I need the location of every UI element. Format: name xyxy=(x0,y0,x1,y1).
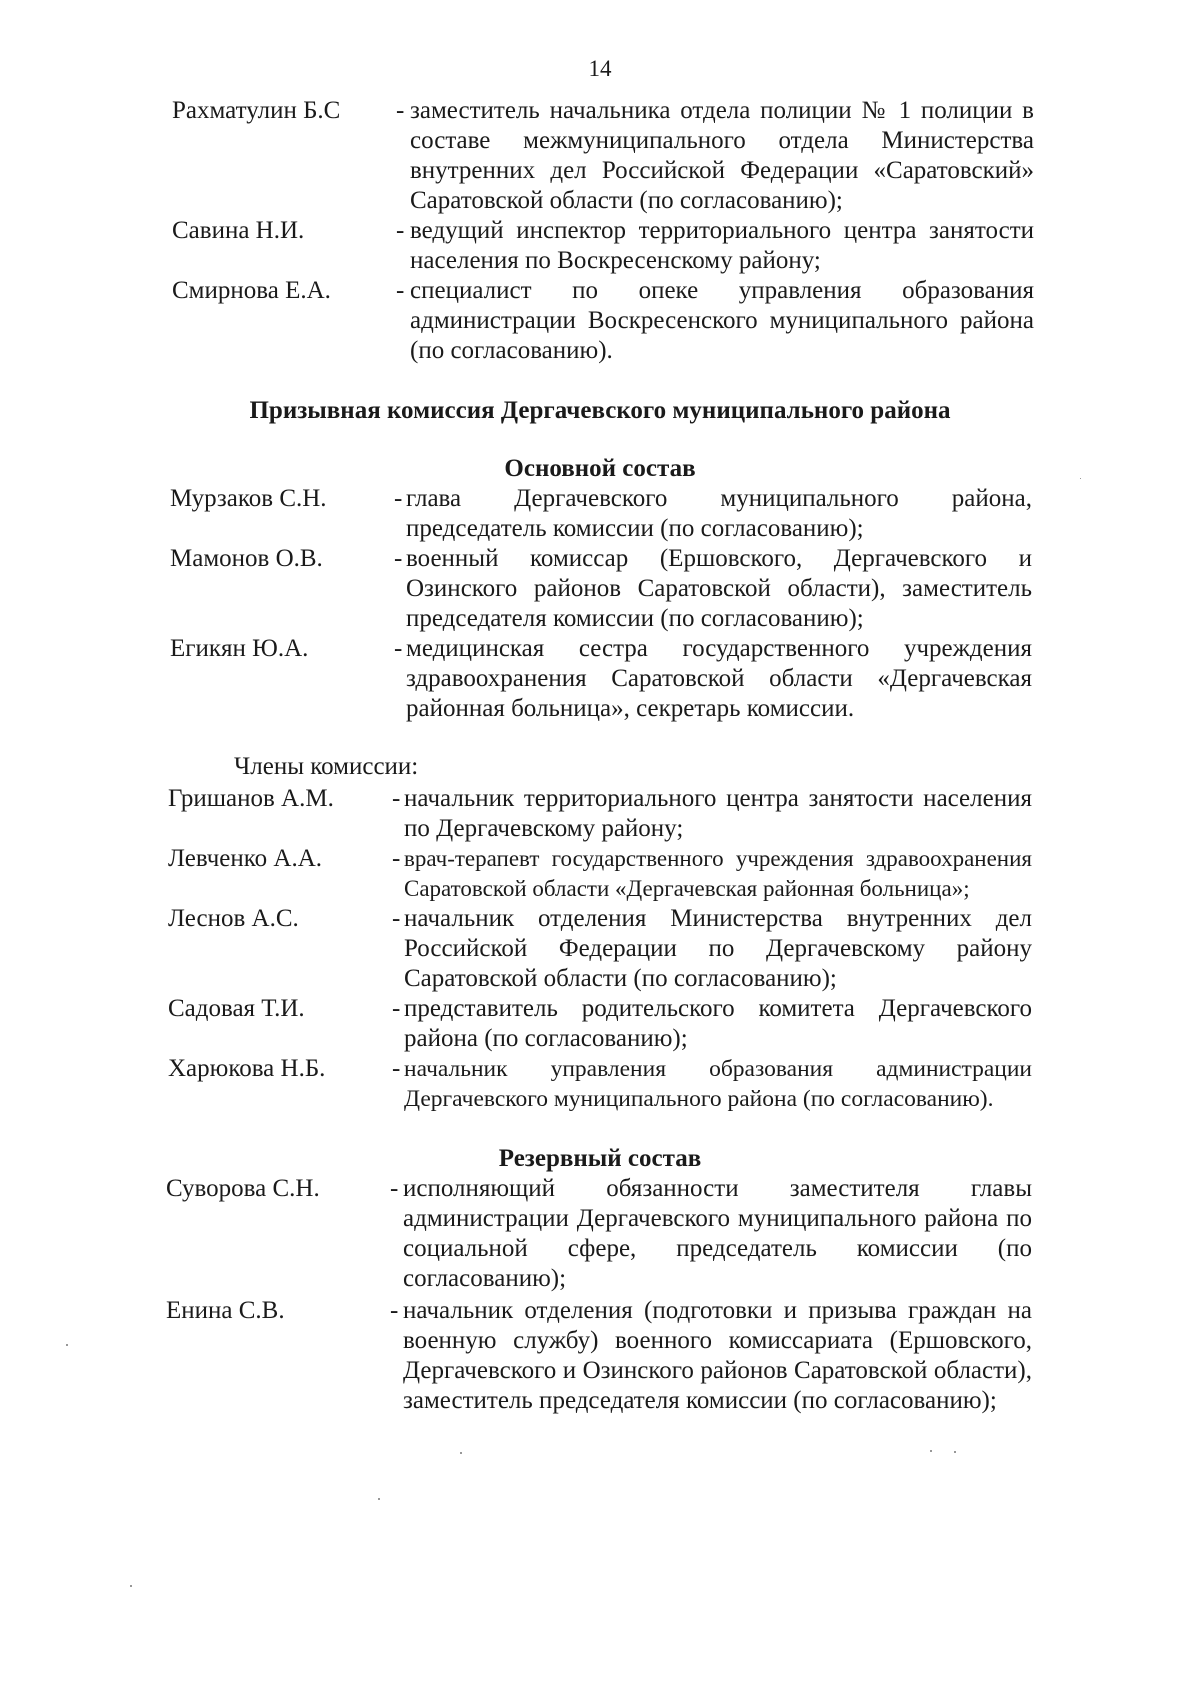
dash-separator: - xyxy=(390,1297,399,1324)
member-description: начальник отделения (подготовки и призыва граждан на военную службу) военного комиссариата (Ершовского, Дергачевского и Озинского районов Саратовской области), заместитель председателя комиссии (по согласованию); xyxy=(403,1297,1032,1414)
member-name: Енина С.В. xyxy=(166,1297,285,1324)
commission-title: Призывная комиссия Дергачевского муниципального района xyxy=(249,397,951,424)
dash-separator: - xyxy=(392,1055,401,1082)
member-description: исполняющий обязанности заместителя главы администрации Дергачевского муниципального района по социальной сфере, председатель комиссии (по согласованию); xyxy=(403,1175,1032,1292)
dash-separator: - xyxy=(392,785,401,812)
member-description: заместитель начальника отдела полиции № 1 полиции в составе межмуниципального отдела Министерства внутренних дел Российской Федерации «Саратовский» Саратовской области (по согласованию); xyxy=(410,97,1034,214)
dash-separator: - xyxy=(392,995,401,1022)
dash-separator: - xyxy=(394,545,403,572)
member-name: Гришанов А.М. xyxy=(168,785,334,812)
member-name: Мурзаков С.Н. xyxy=(170,485,327,512)
member-name: Харюкова Н.Б. xyxy=(168,1055,326,1082)
scan-speck xyxy=(378,1498,380,1500)
dash-separator: - xyxy=(392,845,401,872)
member-description: представитель родительского комитета Дергачевского района (по согласованию); xyxy=(404,995,1032,1052)
scan-speck xyxy=(130,1585,132,1587)
member-description: начальник отделения Министерства внутренних дел Российской Федерации по Дергачевскому району Саратовской области (по согласованию); xyxy=(404,905,1032,992)
scan-speck xyxy=(954,1451,956,1453)
dash-separator: - xyxy=(394,635,403,662)
member-description: специалист по опеке управления образования администрации Воскресенского муниципального района (по согласованию). xyxy=(410,277,1034,364)
scan-speck xyxy=(1080,478,1081,479)
member-description: врач-терапевт государственного учреждения здравоохранения Саратовской области «Дергачевская районная больница»; xyxy=(404,846,1032,901)
main-composition-title: Основной состав xyxy=(504,455,696,482)
member-name: Суворова С.Н. xyxy=(166,1175,320,1202)
members-label: Члены комиссии: xyxy=(234,753,419,780)
member-name: Савина Н.И. xyxy=(172,217,305,244)
member-name: Левченко А.А. xyxy=(168,845,323,872)
dash-separator: - xyxy=(396,97,405,124)
member-description: глава Дергачевского муниципального района, председатель комиссии (по согласованию); xyxy=(406,485,1032,542)
reserve-composition-title: Резервный состав xyxy=(498,1145,702,1172)
dash-separator: - xyxy=(392,905,401,932)
member-name: Егикян Ю.А. xyxy=(170,635,309,662)
member-name: Мамонов О.В. xyxy=(170,545,323,572)
dash-separator: - xyxy=(390,1175,399,1202)
scan-speck xyxy=(460,1452,462,1454)
member-description: начальник территориального центра занятости населения по Дергачевскому району; xyxy=(404,785,1032,842)
dash-separator: - xyxy=(396,277,405,304)
dash-separator: - xyxy=(396,217,405,244)
scan-speck xyxy=(66,1344,68,1346)
page-number: 14 xyxy=(588,56,612,81)
member-name: Садовая Т.И. xyxy=(168,995,305,1022)
member-description: ведущий инспектор территориального центра занятости населения по Воскресенскому району; xyxy=(410,217,1034,274)
member-description: медицинская сестра государственного учреждения здравоохранения Саратовской области «Дергачевская районная больница», секретарь комиссии. xyxy=(406,635,1032,722)
member-name: Леснов А.С. xyxy=(168,905,299,932)
dash-separator: - xyxy=(394,485,403,512)
member-description: военный комиссар (Ершовского, Дергачевского и Озинского районов Саратовской области), заместитель председателя комиссии (по согласованию); xyxy=(406,545,1032,632)
scan-speck xyxy=(930,1450,932,1452)
member-name: Смирнова Е.А. xyxy=(172,277,331,304)
member-name: Рахматулин Б.С xyxy=(172,97,341,124)
member-description: начальник управления образования администрации Дергачевского муниципального района (по согласованию). xyxy=(404,1056,1032,1112)
